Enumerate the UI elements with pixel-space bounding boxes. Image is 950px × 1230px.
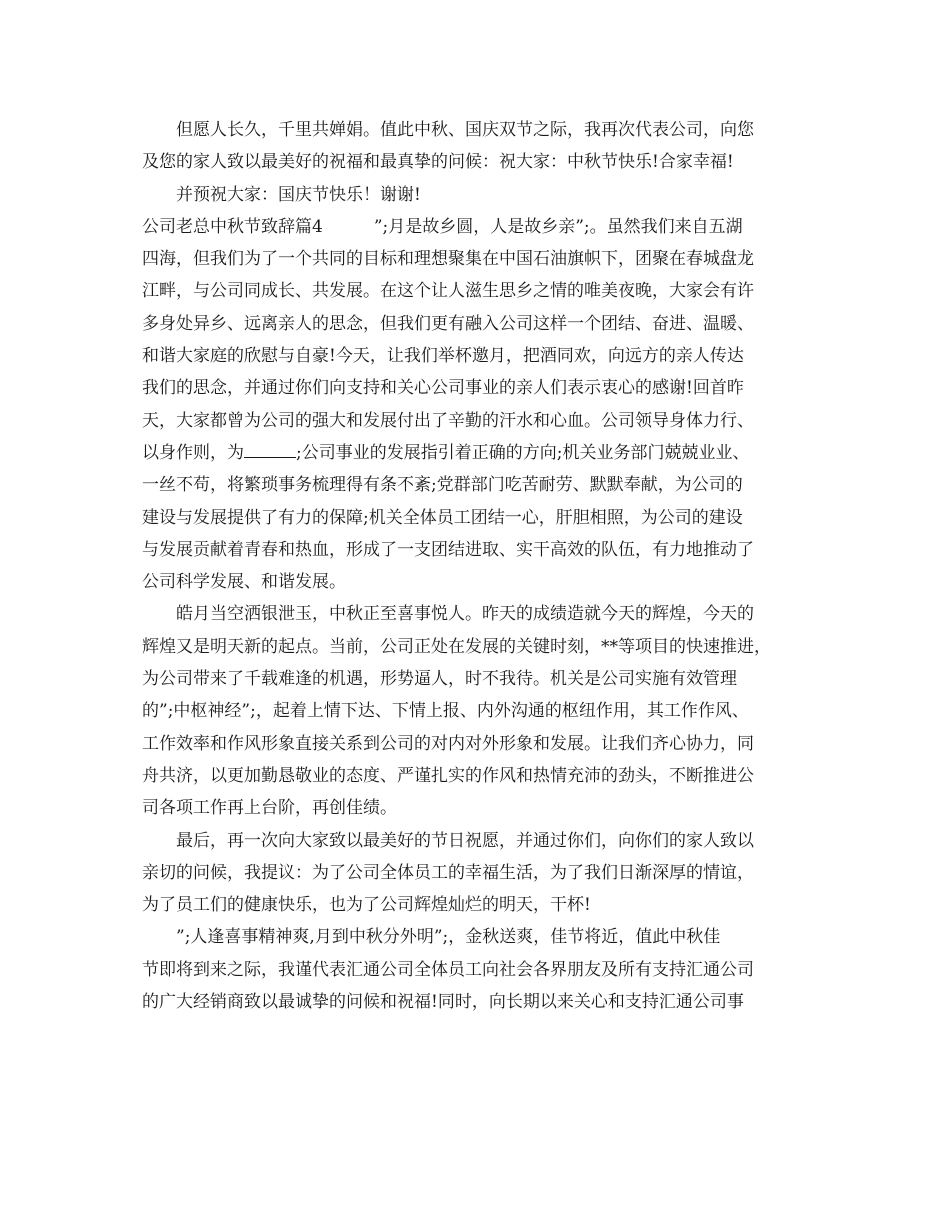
text-line: 和谐大家庭的欣慰与自豪!今天，让我们举杯邀月，把酒同欢，向远方的亲人传达 [142, 346, 744, 367]
text-line: 节即将到来之际，我谨代表汇通公司全体员工向社会各界朋友及所有支持汇通公司 [142, 959, 754, 980]
text-line: 与发展贡献着青春和热血，形成了一支团结进取、实干高效的队伍，有力地推动了 [142, 539, 754, 560]
text-line: 为公司带来了千载难逢的机遇，形势逼人，时不我待。机关是公司实施有效管理 [142, 669, 737, 690]
fill-in-blank [244, 443, 296, 458]
text-line: 的”;中枢神经”;，起着上情下达、下情上报、内外沟通的枢纽作用，其工作作风、 [142, 701, 749, 722]
text-line: 皓月当空洒银泄玉，中秋正至喜事悦人。昨天的成绩造就今天的辉煌，今天的 [176, 604, 754, 625]
section-heading-line: 公司老总中秋节致辞篇4 ”;月是故乡圆，人是故乡亲”;。虽然我们来自五湖 [142, 216, 743, 237]
text-line: 辉煌又是明天新的起点。当前，公司正处在发展的关键时刻，**等项目的快速推进， [142, 636, 771, 657]
document-body [142, 114, 832, 1018]
text-line: ”;人逢喜事精神爽,月到中秋分外明”;，金秋送爽，佳节将近，值此中秋佳 [176, 927, 721, 948]
text-line: 一丝不苟，将繁琐事务梳理得有条不紊;党群部门吃苦耐劳、默默奉献，为公司的 [142, 475, 743, 496]
text-line: 为了员工们的健康快乐，也为了公司辉煌灿烂的明天，干杯! [142, 895, 591, 916]
text-line: 天，大家都曾为公司的强大和发展付出了辛勤的汗水和心血。公司领导身体力行、 [142, 410, 754, 431]
text-line: 并预祝大家：国庆节快乐！谢谢! [176, 184, 421, 205]
text-line: 工作效率和作风形象直接关系到公司的对内对外形象和发展。让我们齐心协力，同 [142, 733, 754, 754]
text-line: 公司科学发展、和谐发展。 [142, 572, 346, 593]
text-line: 及您的家人致以最美好的祝福和最真挚的问候：祝大家：中秋节快乐!合家幸福! [142, 152, 734, 173]
text-line-with-blank [142, 437, 832, 469]
text-line: 四海，但我们为了一个共同的目标和理想聚集在中国石油旗帜下，团聚在春城盘龙 [142, 249, 754, 270]
text-segment: 以身作则，为 [142, 442, 244, 463]
text-line: 但愿人长久，千里共婵娟。值此中秋、国庆双节之际，我再次代表公司，向您 [176, 120, 754, 140]
text-line: 的广大经销商致以最诚挚的问候和祝福!同时，向长期以来关心和支持汇通公司事 [142, 992, 744, 1013]
text-line: 司各项工作再上台阶，再创佳绩。 [142, 798, 397, 819]
text-line: 江畔，与公司同成长、共发展。在这个让人滋生思乡之情的唯美夜晚，大家会有许 [142, 281, 754, 302]
text-line: 舟共济，以更加勤恳敬业的态度、严谨扎实的作风和热情充沛的劲头，不断推进公 [142, 765, 754, 786]
text-line: 亲切的问候，我提议：为了公司全体员工的幸福生活，为了我们日渐深厚的情谊， [142, 862, 754, 883]
text-line: 最后，再一次向大家致以最美好的节日祝愿，并通过你们，向你们的家人致以 [176, 830, 754, 851]
text-line: 多身处异乡、远离亲人的思念，但我们更有融入公司这样一个团结、奋进、温暖、 [142, 313, 754, 334]
text-line: 我们的思念，并通过你们向支持和关心公司事业的亲人们表示衷心的感谢!回首昨 [142, 378, 744, 399]
text-segment: ;公司事业的发展指引着正确的方向;机关业务部门兢兢业业、 [296, 442, 750, 463]
text-line: 建设与发展提供了有力的保障;机关全体员工团结一心，肝胆相照，为公司的建设 [142, 507, 743, 528]
